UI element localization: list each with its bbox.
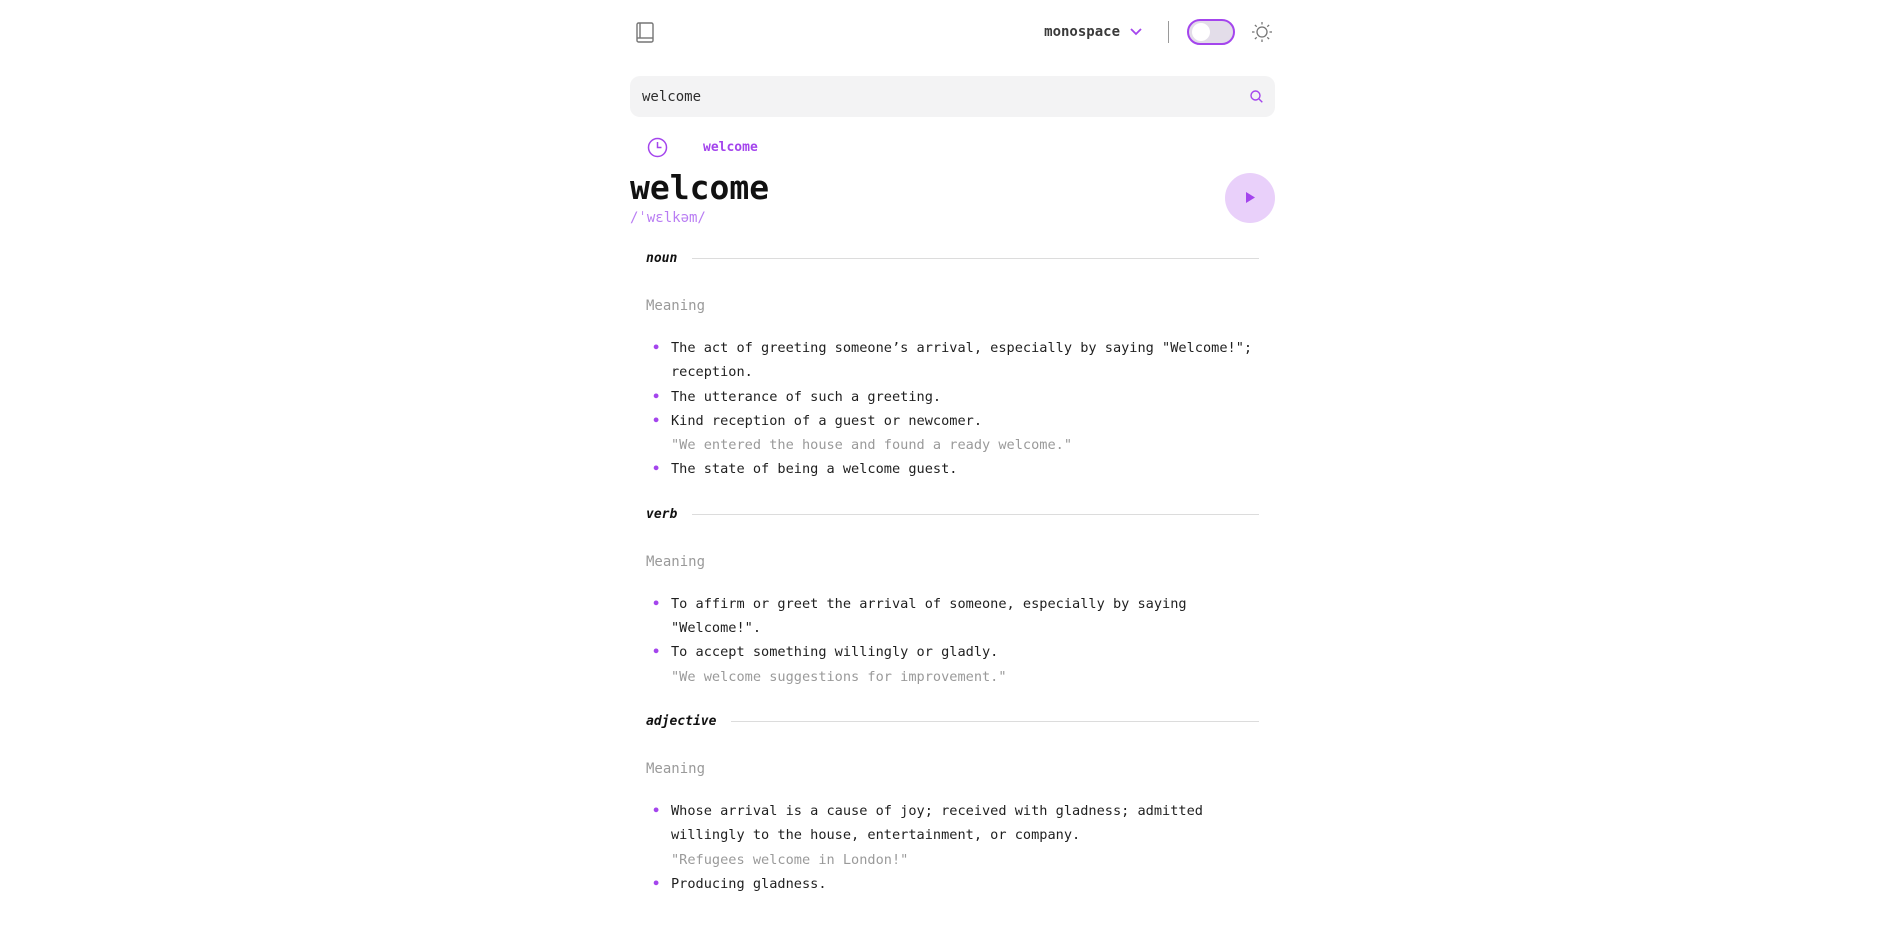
phonetic: /ˈwɛlkəm/	[630, 210, 706, 226]
definition-example: "Refugees welcome in London!"	[671, 851, 909, 868]
search-bar	[630, 76, 1275, 117]
meaning-section-noun	[630, 251, 1275, 482]
definition-item: • Whose arrival is a cause of joy; received with gladness; admitted willingly to the house, entertainment, or company. "Refugees welcome in London!"	[646, 799, 1259, 872]
definition-example: "We welcome suggestions for improvement."	[671, 668, 1007, 685]
definition-list	[646, 336, 1259, 482]
header	[630, 18, 1275, 46]
meaning-label: Meaning	[646, 553, 706, 570]
section-divider	[692, 514, 1259, 515]
header-divider	[1168, 21, 1169, 43]
word-header	[630, 169, 1275, 226]
definition-list	[646, 799, 1259, 896]
definition-item: • Kind reception of a guest or newcomer. "We entered the house and found a ready welcome."	[646, 409, 1259, 458]
history-item[interactable]: welcome	[703, 139, 758, 155]
theme-toggle-knob	[1192, 23, 1210, 41]
play-pronunciation-button[interactable]	[1225, 173, 1275, 223]
search-icon[interactable]	[1250, 90, 1263, 103]
definition-item: • The state of being a welcome guest.	[652, 461, 958, 478]
definition-item: • The act of greeting someone’s arrival, especially by saying "Welcome!"; reception.	[652, 340, 1253, 381]
definition-item: • Producing gladness.	[652, 875, 827, 892]
play-icon	[1245, 189, 1256, 208]
part-of-speech: adjective	[646, 713, 717, 729]
font-selector[interactable]	[1044, 24, 1142, 40]
definition-item: • To accept something willingly or gladly. "We welcome suggestions for improvement."	[646, 640, 1259, 689]
part-of-speech: noun	[646, 251, 678, 266]
search-input[interactable]	[642, 89, 1250, 105]
definition-item: • The utterance of such a greeting.	[652, 388, 942, 405]
clock-icon	[647, 137, 668, 158]
meaning-label: Meaning	[646, 298, 706, 314]
word-title: welcome	[630, 168, 770, 207]
sun-icon[interactable]	[1249, 19, 1275, 45]
definition-list	[646, 592, 1259, 689]
meaning-section-verb	[630, 507, 1275, 689]
search-history	[630, 135, 1275, 159]
dictionary-app	[630, 0, 1275, 896]
font-selector-label: monospace	[1044, 24, 1120, 40]
book-icon	[632, 18, 658, 46]
definition-example: "We entered the house and found a ready welcome."	[671, 437, 1073, 454]
theme-toggle[interactable]	[1187, 19, 1235, 45]
section-divider	[731, 721, 1259, 722]
meaning-section-adjective	[630, 714, 1275, 896]
chevron-down-icon	[1130, 28, 1142, 36]
definition-item: • To affirm or greet the arrival of someone, especially by saying "Welcome!".	[652, 595, 1187, 637]
meaning-label: Meaning	[646, 760, 706, 777]
section-divider	[692, 258, 1259, 259]
part-of-speech: verb	[646, 506, 678, 522]
